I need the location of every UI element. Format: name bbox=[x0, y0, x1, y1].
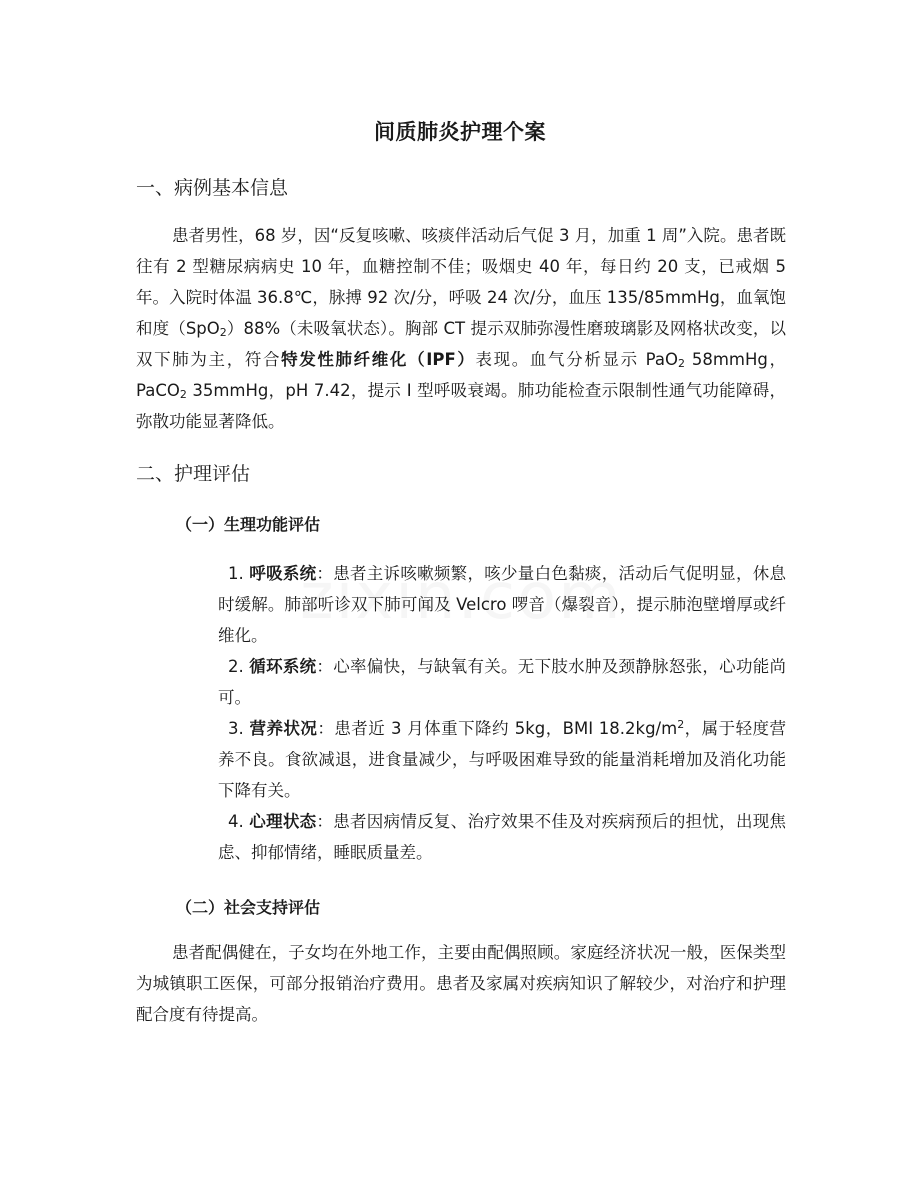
subsection-heading-physiological: （一）生理功能评估 bbox=[176, 515, 321, 534]
list-item-circulatory: 2. 循环系统：心率偏快，与缺氧有关。无下肢水肿及颈静脉怒张，心功能尚可。 bbox=[218, 657, 786, 707]
list-item-nutrition: 3. 营养状况：患者近 3 月体重下降约 5kg，BMI $18.2kg/m^2$，属于轻度营养不良。食欲减退，进食量减少，与呼吸困难导致的能量消耗增加及消化功能下降有关。 bbox=[218, 718, 787, 800]
section-heading-case-info: 一、病例基本信息 bbox=[136, 177, 289, 199]
list-item-psychological: 4. 心理状态：患者因病情反复、治疗效果不佳及对疾病预后的担忧，出现焦虑、抑郁情绪，睡眠质量差。 bbox=[218, 812, 786, 862]
list-item-respiratory: 1. 呼吸系统：患者主诉咳嗽频繁，咳少量白色黏痰，活动后气促明显，休息时缓解。肺部听诊双下肺可闻及 Velcro 啰音（爆裂音），提示肺泡壁增厚或纤维化。 bbox=[218, 564, 786, 645]
diagnosis-bold: 特发性肺纤维化（IPF） bbox=[281, 350, 476, 369]
social-support-paragraph: 患者配偶健在，子女均在外地工作，主要由配偶照顾。家庭经济状况一般，医保类型为城镇职工医保，可部分报销治疗费用。患者及家属对疾病知识了解较少，对治疗和护理配合度有待提高。 bbox=[136, 943, 786, 1024]
document-title: 间质肺炎护理个案 bbox=[374, 120, 546, 144]
case-info-paragraph: 患者男性，68 岁，因“反复咳嗽、咳痰伴活动后气促 3 月，加重 1 周”入院。患者既往有 2 型糖尿病病史 10 年，血糖控制不佳；吸烟史 40 年，每日约 20 支，已戒烟 5 年。入院时体温 36.8℃，脉搏 92 次/分，呼吸 24 次/分，血压 135/85mmHg，血氧饱和度（SpO$_2$）88%（未吸氧状态）。胸部 CT 提示双肺弥漫性磨玻璃影及网格状改变，以双下肺为主，符合特发性肺纤维化（IPF）表现。血气分析显示 PaO$_2$ 58mmHg，PaCO$_2$ 35mmHg，pH 7.42，提示 I 型呼吸衰竭。肺功能检查示限制性通气功能障碍，弥散功能显著降低。 bbox=[136, 226, 787, 431]
subsection-heading-social-support: （二）社会支持评估 bbox=[176, 898, 321, 917]
section-heading-nursing-assessment: 二、护理评估 bbox=[136, 463, 251, 485]
